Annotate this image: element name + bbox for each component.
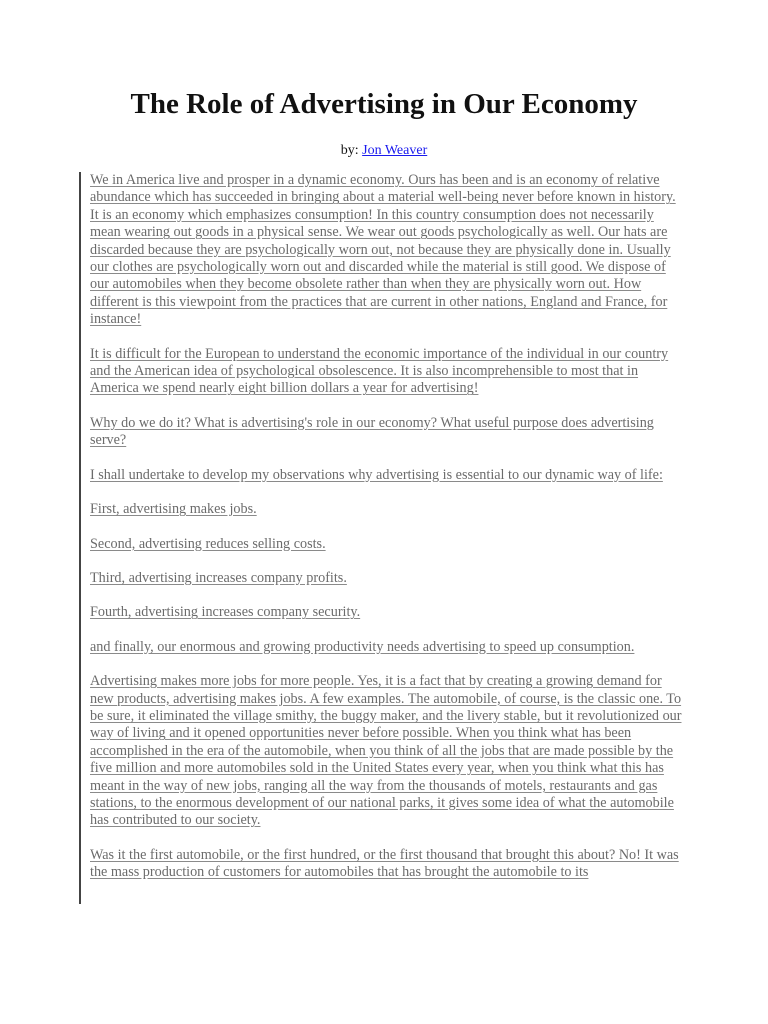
paragraph-observations: I shall undertake to develop my observations why advertising is essential to our dynamic way of life: (90, 466, 663, 483)
paragraph-jobs: Advertising makes more jobs for more people. Yes, it is a fact that by creating a growing demand for new products, advertising makes jobs. A few examples. The automobile, of course, is the classic one. To be sure, it eliminated the village smithy, the buggy maker, and the livery stable, but it revolutionized our way of living and it opened opportunities never before possible. When you think what has been accomplished in the era of the automobile, when you think of all the jobs that are made possible by the five million and more automobiles sold in the United States every year, when you think what this has meant in the way of new jobs, ranging all the way from the thousands of motels, restaurants and gas stations, to the enormous development of our national parks, it gives some idea of what the automobile has contributed to our society. (90, 673, 682, 829)
byline (0, 143, 768, 159)
byline-prefix: by: (340, 143, 359, 158)
blockquote-bar (79, 172, 81, 904)
paragraph-automobile: Was it the first automobile, or the first hundred, or the first thousand that brought this about? No! It was the mass production of customers for automobiles that has brought the automobile to its (90, 846, 679, 881)
paragraph-intro: We in America live and prosper in a dynamic economy. Ours has been and is an economy of relative abundance which has succeeded in bringing about a material well-being never before known in history. It is an economy which emphasizes consumption! In this country consumption does not necessarily mean wearing out goods in a physical sense. We wear out goods psychologically as well. Our hats are discarded because they are psychologically worn out, not because they are physically done in. Usually our clothes are psychologically worn out and discarded while the material is still good. We dispose of our automobiles when they become obsolete rather than when they are physically worn out. How different is this viewpoint from the practices that are current in other nations, England and France, for instance! (90, 172, 676, 328)
article-body (90, 172, 682, 904)
point-finally: and finally, our enormous and growing productivity needs advertising to speed up consumption. (90, 638, 635, 655)
author-link[interactable]: Jon Weaver (362, 143, 428, 158)
paragraph-questions: Why do we do it? What is advertising's role in our economy? What useful purpose does advertising serve? (90, 414, 654, 449)
point-fourth: Fourth, advertising increases company security. (90, 604, 361, 621)
page-title: The Role of Advertising in Our Economy (130, 88, 638, 120)
paragraph-european-view: It is difficult for the European to understand the economic importance of the individual in our country and the American idea of psychological obsolescence. It is also incomprehensible to most that in America we spend nearly eight billion dollars a year for advertising! (90, 345, 669, 397)
point-first: First, advertising makes jobs. (90, 501, 257, 518)
point-second: Second, advertising reduces selling costs. (90, 535, 326, 552)
point-third: Third, advertising increases company profits. (90, 569, 347, 586)
